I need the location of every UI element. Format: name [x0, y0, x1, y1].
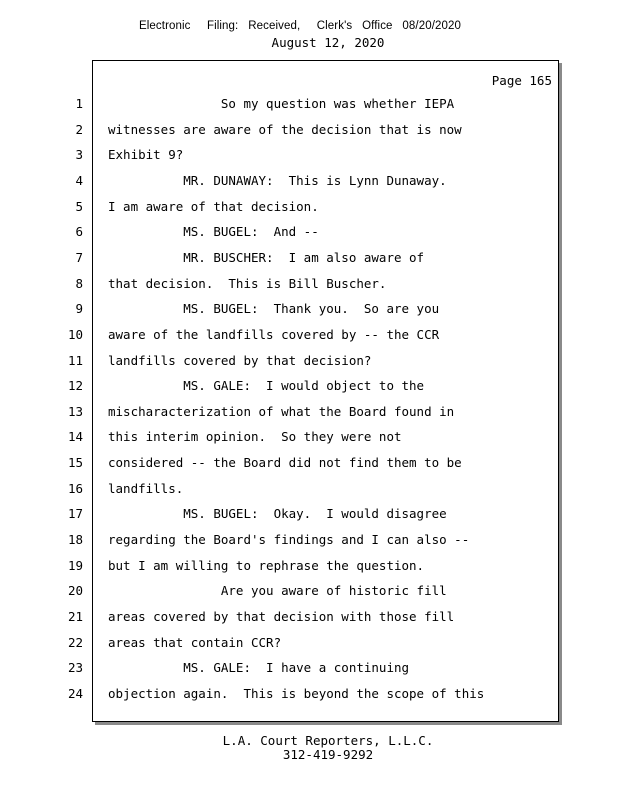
transcript-line-text: MR. DUNAWAY: This is Lynn Dunaway. — [108, 173, 447, 188]
line-number: 6 — [75, 224, 83, 239]
transcript-line-text: considered -- the Board did not find them to be — [108, 455, 462, 470]
transcript-line-text: mischaracterization of what the Board found in — [108, 404, 455, 419]
transcript-line-text: MS. BUGEL: Okay. I would disagree — [108, 506, 447, 521]
line-number: 4 — [75, 173, 83, 188]
line-number: 18 — [67, 532, 83, 547]
line-number: 14 — [67, 429, 83, 444]
line-number: 21 — [67, 609, 83, 624]
line-number: 19 — [67, 558, 83, 573]
transcript-line-text: regarding the Board's findings and I can also -- — [108, 532, 470, 547]
court-reporter-name: L.A. Court Reporters, L.L.C. — [222, 733, 434, 748]
transcript-line-text: this interim opinion. So they were not — [108, 429, 402, 444]
line-number: 24 — [67, 686, 83, 701]
line-number: 15 — [67, 455, 83, 470]
line-number: 16 — [67, 481, 83, 496]
transcript-line-text: but I am willing to rephrase the question. — [108, 558, 425, 573]
line-number: 23 — [67, 660, 83, 675]
line-number: 1 — [75, 96, 83, 111]
transcript-line-text: landfills covered by that decision? — [108, 353, 372, 368]
electronic-filing-stamp: Electronic Filing: Received, Clerk's Office 08/20/2020 — [139, 20, 461, 32]
line-number: 9 — [75, 301, 83, 316]
transcript-line-text: MS. GALE: I would object to the — [108, 378, 425, 393]
line-number: 12 — [67, 378, 83, 393]
transcript-line-text: So my question was whether IEPA — [108, 96, 455, 111]
line-number: 11 — [67, 353, 83, 368]
line-number: 17 — [67, 506, 83, 521]
transcript-line-text: I am aware of that decision. — [108, 199, 319, 214]
line-number: 13 — [67, 404, 83, 419]
page-number: Page 165 — [491, 73, 552, 88]
transcript-line-text: landfills. — [108, 481, 184, 496]
transcript-line-text: that decision. This is Bill Buscher. — [108, 276, 387, 291]
transcript-line-text: MS. BUGEL: And -- — [108, 224, 319, 239]
transcript-line-text: aware of the landfills covered by -- the CCR — [108, 327, 440, 342]
line-number: 22 — [67, 635, 83, 650]
transcript-line-text: MS. BUGEL: Thank you. So are you — [108, 301, 440, 316]
line-number: 7 — [75, 250, 83, 265]
line-number: 10 — [67, 327, 83, 342]
transcript-line-text: witnesses are aware of the decision that is now — [108, 122, 462, 137]
transcript-line-text: MS. GALE: I have a continuing — [108, 660, 410, 675]
line-number: 3 — [75, 147, 83, 162]
transcript-line-text: Exhibit 9? — [108, 147, 184, 162]
line-number: 5 — [75, 199, 83, 214]
line-number: 2 — [75, 122, 83, 137]
line-number: 8 — [75, 276, 83, 291]
transcript-line-text: areas covered by that decision with those fill — [108, 609, 455, 624]
transcript-date: August 12, 2020 — [271, 35, 385, 50]
transcript-line-text: objection again. This is beyond the scope of this — [108, 686, 485, 701]
transcript-line-text: MR. BUSCHER: I am also aware of — [108, 250, 425, 265]
transcript-line-text: areas that contain CCR? — [108, 635, 282, 650]
line-number: 20 — [67, 583, 83, 598]
court-reporter-phone: 312-419-9292 — [282, 747, 374, 762]
transcript-line-text: Are you aware of historic fill — [108, 583, 447, 598]
